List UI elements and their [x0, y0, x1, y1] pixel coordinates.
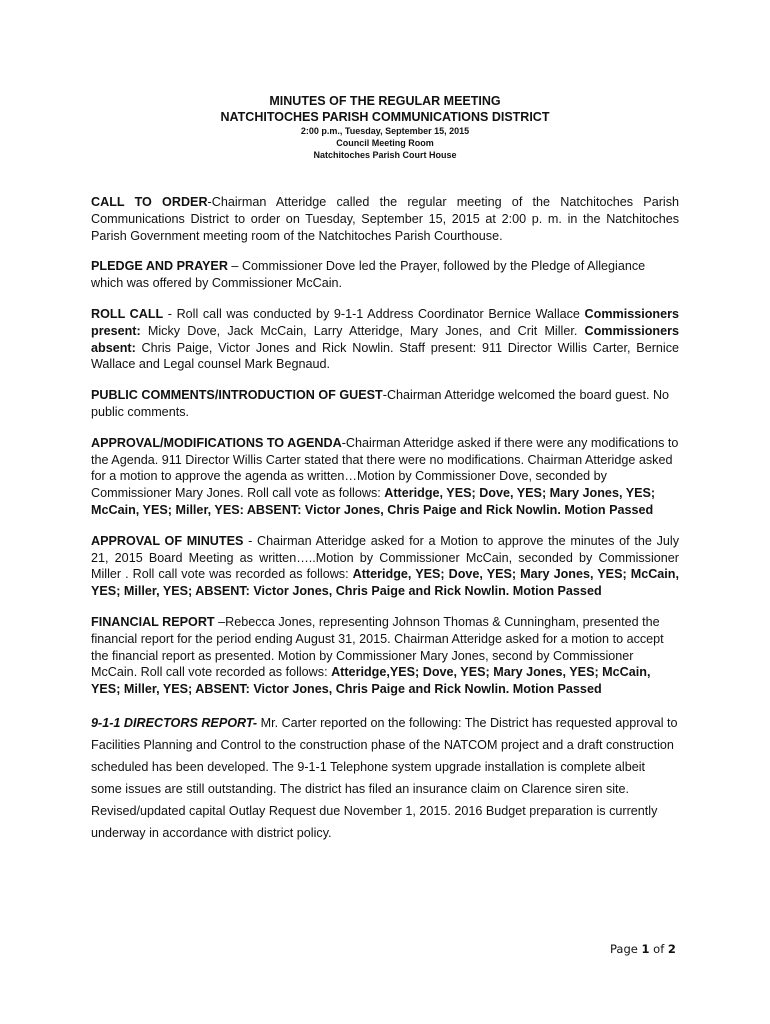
section-agenda	[91, 435, 679, 519]
header-location: Natchitoches Parish Court House	[313, 150, 457, 160]
header-datetime: 2:00 p.m., Tuesday, September 15, 2015	[300, 126, 470, 136]
minutes-text: - Chairman Atteridge asked for a Motion to approve the minutes of the July 21, 2015 Board Meeting as written…..Motion by Commissioner McCain, seconded by Commissioner Miller . Roll call vote was recorded as follows:	[91, 533, 679, 582]
roll-absent-text: Chris Paige, Victor Jones and Rick Nowlin. Staff present: 911 Director Willis Carter, Bernice Wallace and Legal counsel Mark Begnaud.	[91, 340, 679, 372]
header-organization: NATCHITOCHES PARISH COMMUNICATIONS DISTRICT	[220, 110, 550, 124]
call-text: -Chairman Atteridge called the regular meeting of the Natchitoches Parish Communications District to order on Tuesday, September 15, 2015 at 2:00 p. m. in the Natchitoches Parish Government meeting room of the Natchitoches Parish Courthouse.	[91, 195, 679, 243]
section-call-to-order	[91, 194, 679, 244]
page-total: 2	[667, 942, 676, 956]
roll-absent-label: Commissioners absent:	[91, 323, 679, 355]
financial-heading: FINANCIAL REPORT	[91, 614, 215, 629]
public-heading: PUBLIC COMMENTS/INTRODUCTION OF GUEST	[91, 388, 383, 403]
pledge-heading: PLEDGE AND PRAYER	[91, 259, 228, 274]
section-pledge	[91, 258, 679, 292]
section-financial	[91, 614, 679, 698]
pledge-text: – Commissioner Dove led the Prayer, followed by the Pledge of Allegiance which was offered by Commissioner McCain.	[91, 259, 646, 291]
page-label: Page	[610, 942, 642, 956]
header-title: MINUTES OF THE REGULAR MEETING	[269, 94, 501, 108]
roll-text: - Roll call was conducted by 9-1-1 Address Coordinator Bernice Wallace	[163, 306, 585, 321]
section-directors-report	[91, 712, 679, 844]
page-of-label: of	[649, 942, 668, 956]
document-header	[0, 93, 770, 161]
financial-vote: Atteridge,YES; Dove, YES; Mary Jones, YES; McCain, YES; Miller, YES; ABSENT: Victor Jones, Chris Paige and Rick Nowlin. Motion Passed	[91, 665, 651, 697]
roll-present-text: Micky Dove, Jack McCain, Larry Atteridge, Mary Jones, and Crit Miller.	[140, 323, 585, 338]
financial-text: –Rebecca Jones, representing Johnson Thomas & Cunningham, presented the financial report for the period ending August 31, 2015. Chairman Atteridge asked for a motion to accept the financial report as presented. Motion by Commissioner Mary Jones, second by Commissioner McCain. Roll call vote recorded as follows:	[91, 614, 664, 680]
page-number	[610, 942, 676, 956]
document-body	[91, 194, 679, 858]
directors-text: Mr. Carter reported on the following: The District has requested approval to Facilities Planning and Control to the construction phase of the NATCOM project and a draft construction scheduled has been developed. The 9-1-1 Telephone system upgrade installation is complete albeit some issues are still outstanding. The district has filed an insurance claim on Clarence siren site. Revised/updated capital Outlay Request due November 1, 2015. 2016 Budget preparation is currently underway in accordance with district policy.	[91, 715, 678, 840]
call-heading: CALL TO ORDER	[91, 195, 208, 209]
header-room: Council Meeting Room	[336, 138, 434, 148]
section-public-comments	[91, 387, 679, 421]
agenda-heading: APPROVAL/MODIFICATIONS TO AGENDA	[91, 435, 342, 450]
public-text: -Chairman Atteridge welcomed the board guest. No public comments.	[91, 388, 670, 419]
section-minutes	[91, 533, 679, 600]
page-current: 1	[641, 942, 650, 956]
section-roll-call	[91, 306, 679, 373]
directors-heading: 9-1-1 DIRECTORS REPORT-	[91, 715, 258, 730]
agenda-text: -Chairman Atteridge asked if there were any modifications to the Agenda. 911 Director Willis Carter stated that there were no modifications. Chairman Atteridge asked for a motion to approve the agenda as written…Motion by Commissioner Dove, seconded by Commissioner Mary Jones. Roll call vote as follows:	[91, 435, 679, 501]
minutes-heading: APPROVAL OF MINUTES	[91, 533, 244, 548]
roll-heading: ROLL CALL	[91, 306, 164, 321]
roll-present-label: Commissioners present:	[91, 306, 680, 338]
minutes-vote: Atteridge, YES; Dove, YES; Mary Jones, YES; McCain, YES; Miller, YES; ABSENT: Victor Jones, Chris Paige and Rick Nowlin. Motion Passed	[91, 567, 679, 599]
agenda-vote: Atteridge, YES; Dove, YES; Mary Jones, YES; McCain, YES; Miller, YES: ABSENT: Victor Jones, Chris Paige and Rick Nowlin. Motion Passed	[91, 486, 656, 517]
